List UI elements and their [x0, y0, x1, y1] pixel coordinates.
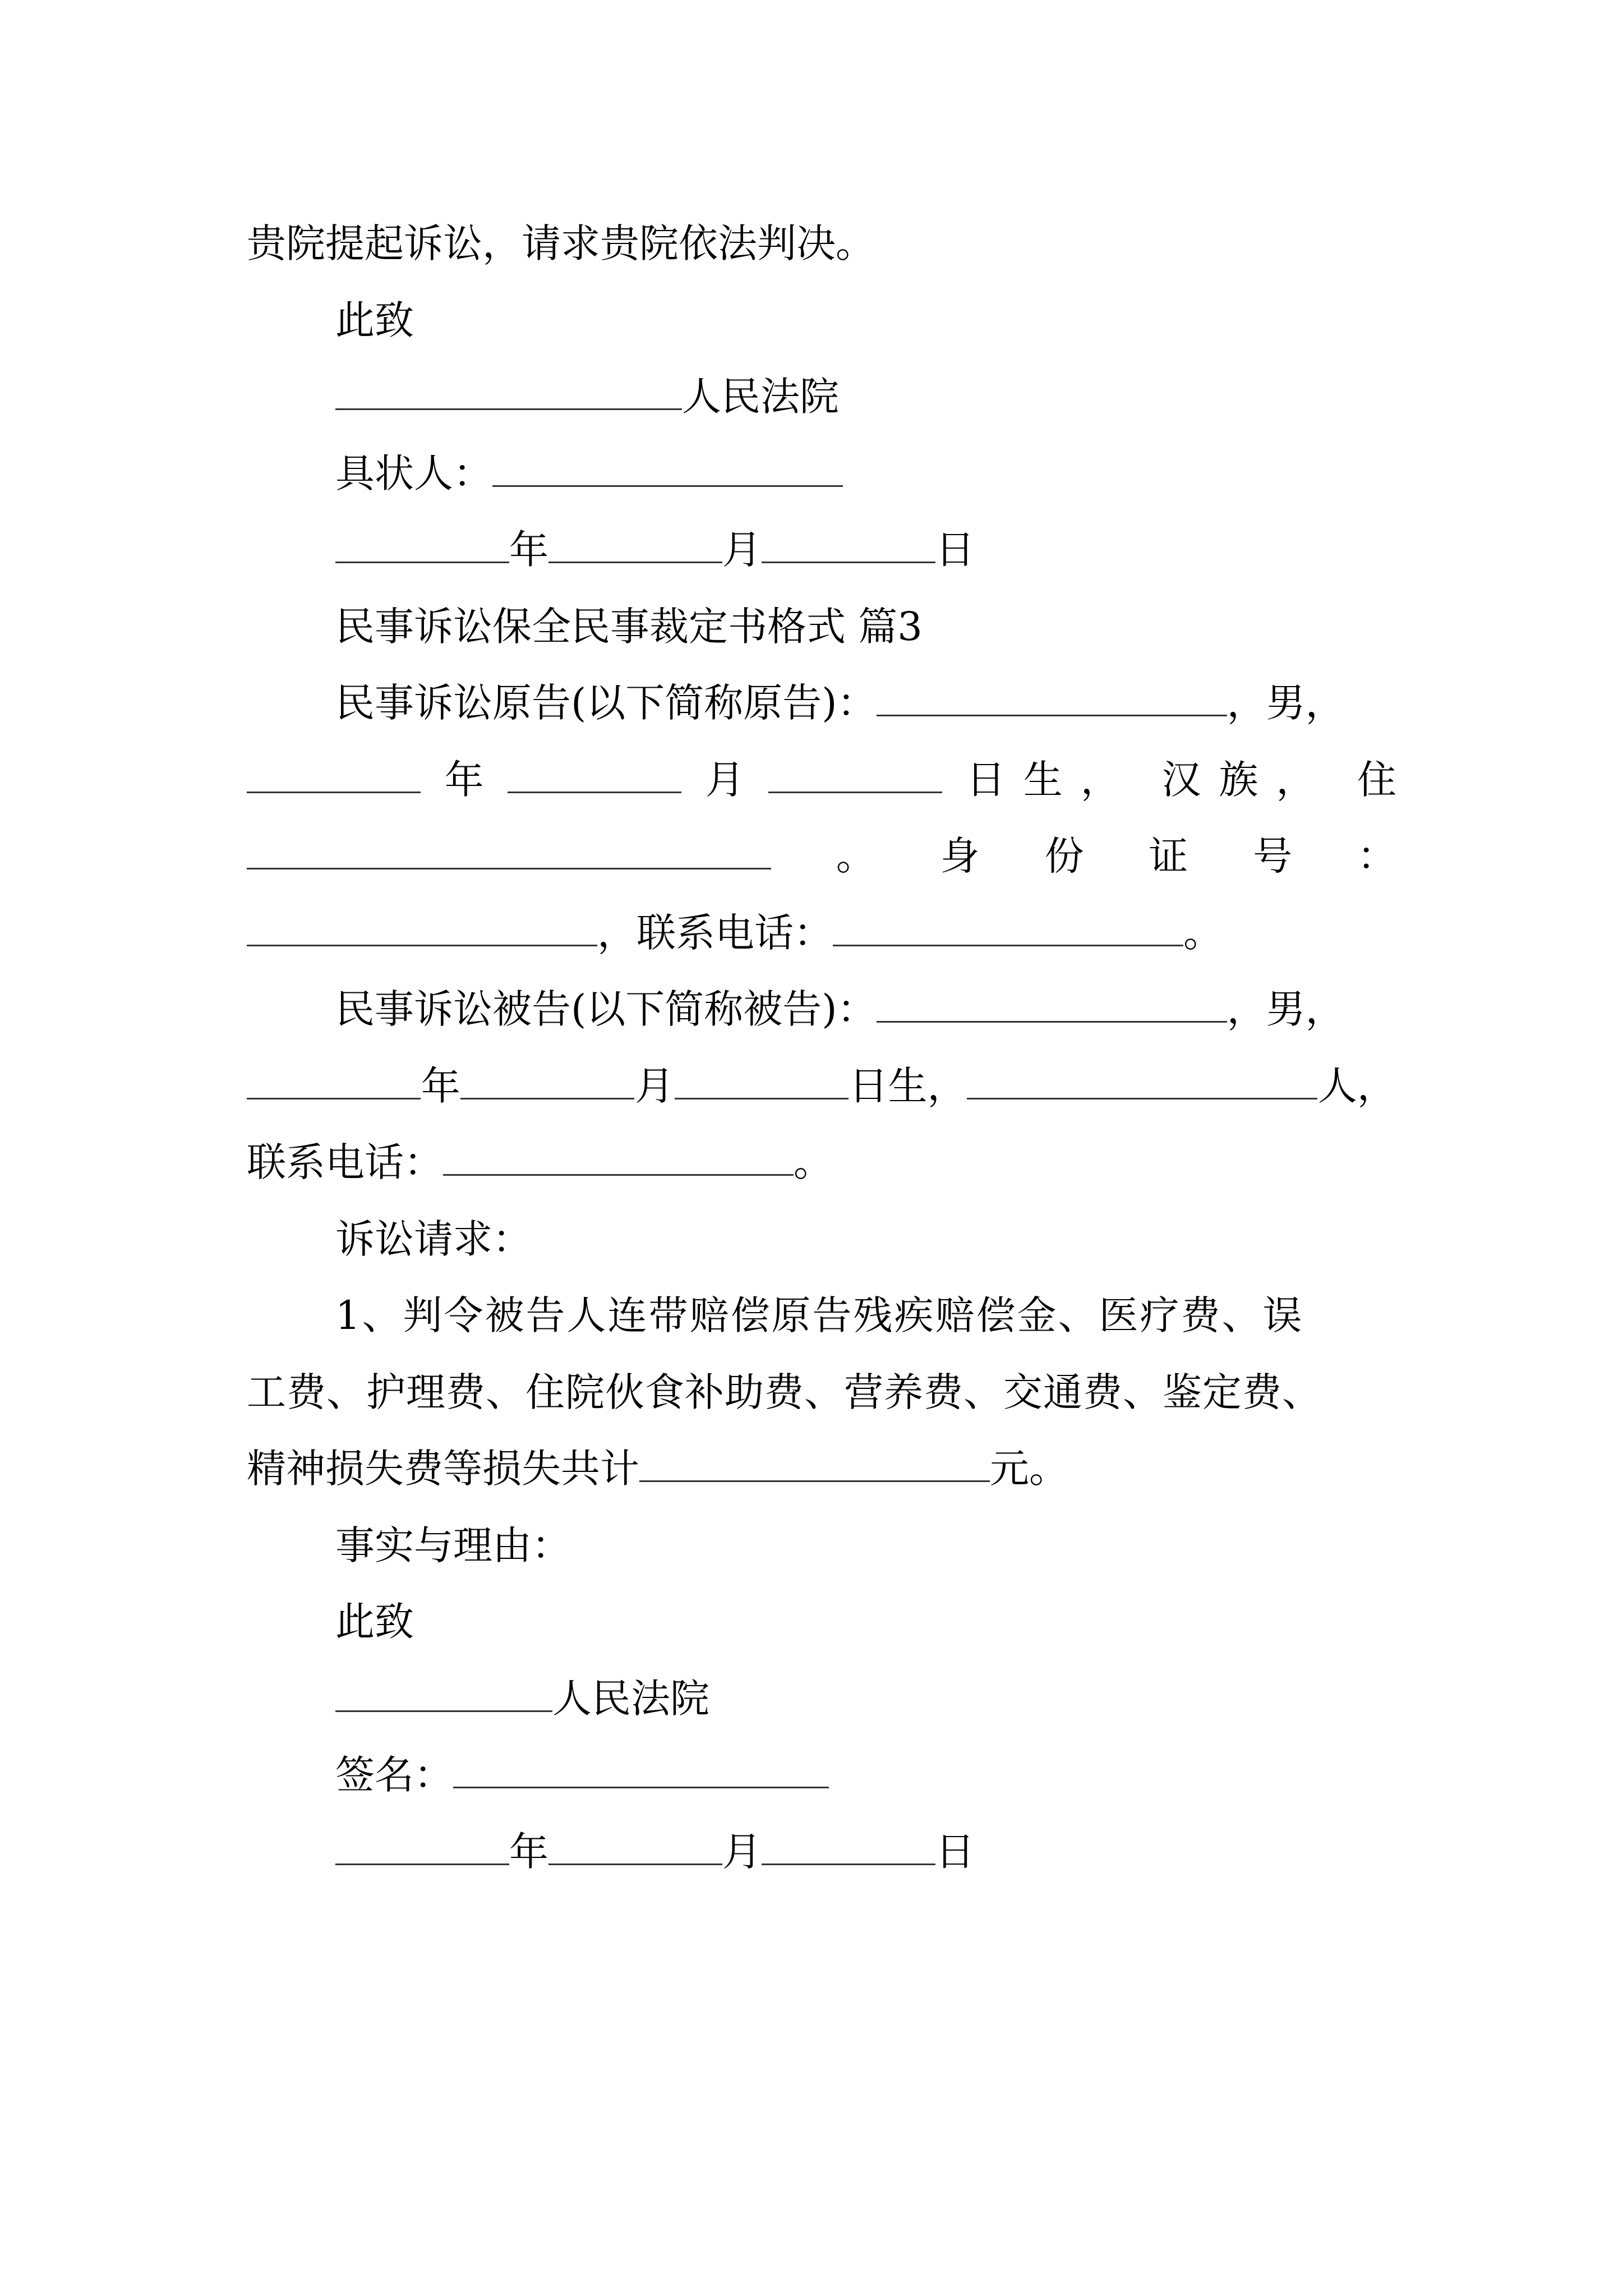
text-line	[247, 1591, 1396, 1652]
blank-line[interactable]	[247, 829, 771, 869]
plaintiff-line	[247, 673, 1396, 733]
text-line	[247, 213, 1396, 274]
day-label: 日	[935, 1829, 975, 1875]
salutation: 此致	[335, 297, 414, 343]
blank-line[interactable]	[762, 522, 935, 563]
defendant-label: 民事诉讼被告(以下简称被告)：	[335, 986, 877, 1032]
defendant-line	[247, 979, 1396, 1039]
closing-sentence: 贵院提起诉讼，请求贵院依法判决。	[247, 220, 875, 266]
year-label: 年	[421, 1063, 460, 1109]
plaintiff-sign-line	[247, 443, 1396, 504]
claim-text: 工费、护理费、住院伙食补助费、营养费、交通费、鉴定费、	[247, 1369, 1322, 1415]
signature-label: 签名：	[335, 1752, 453, 1798]
blank-line[interactable]	[335, 1671, 552, 1712]
salutation: 此致	[335, 1599, 414, 1645]
section-title-text: 民事诉讼保全民事裁定书格式 篇3	[335, 604, 923, 650]
claim-line	[247, 1438, 1396, 1499]
month-label: 月	[722, 527, 762, 573]
ethnicity-text: 汉族，	[1161, 757, 1334, 803]
text-line	[247, 290, 1396, 351]
signature-line	[247, 1745, 1396, 1805]
year-label: 年	[444, 757, 484, 803]
id-char: 号	[1253, 833, 1293, 879]
residence-label: 住	[1357, 757, 1396, 803]
month-label: 月	[635, 1063, 675, 1109]
blank-line[interactable]	[508, 752, 681, 793]
blank-line[interactable]	[460, 1059, 634, 1099]
id-char: 身	[940, 833, 980, 879]
day-label: 日	[935, 527, 975, 573]
blank-line[interactable]	[443, 1135, 794, 1176]
blank-line[interactable]	[247, 752, 421, 793]
month-label: 月	[705, 757, 745, 803]
blank-line[interactable]	[492, 446, 843, 487]
phone-label: ，联系电话：	[597, 910, 833, 956]
yuan-text: 元。	[990, 1446, 1068, 1492]
born-text: 日生，	[966, 757, 1138, 803]
phone-label: 联系电话：	[247, 1139, 443, 1185]
court-label: 人民法院	[682, 374, 839, 420]
id-char: 份	[1044, 833, 1084, 879]
claim-line	[247, 1285, 1396, 1346]
claims-label: 诉讼请求：	[335, 1216, 532, 1262]
defendant-phone-line	[247, 1132, 1396, 1193]
person-text: 人，	[1317, 1063, 1396, 1109]
plaintiff-birth-line	[247, 749, 1396, 810]
blank-line[interactable]	[833, 905, 1183, 946]
born-text: 日生，	[849, 1063, 967, 1109]
blank-line[interactable]	[247, 1059, 421, 1099]
id-char: ：	[1357, 833, 1396, 879]
court-line	[247, 1668, 1396, 1729]
blank-line[interactable]	[768, 752, 942, 793]
defendant-birth-line	[247, 1056, 1396, 1116]
blank-line[interactable]	[967, 1059, 1317, 1099]
id-line	[247, 826, 1396, 886]
court-line	[247, 366, 1396, 427]
period-text: 。	[794, 1139, 833, 1185]
date-line	[247, 1821, 1396, 1882]
signer-label: 具状人：	[335, 450, 492, 496]
plaintiff-phone-line	[247, 903, 1396, 963]
blank-line[interactable]	[762, 1824, 935, 1865]
claim-line	[247, 1362, 1396, 1423]
year-label: 年	[509, 527, 548, 573]
blank-line[interactable]	[877, 982, 1227, 1023]
plaintiff-label: 民事诉讼原告(以下简称原告)：	[335, 680, 877, 726]
period-text: 。	[1183, 910, 1223, 956]
blank-line[interactable]	[335, 369, 682, 410]
date-line	[247, 519, 1396, 580]
claim-text: 精神损失费等损失共计	[247, 1446, 639, 1492]
blank-line[interactable]	[247, 905, 597, 946]
blank-line[interactable]	[548, 522, 722, 563]
court-label: 人民法院	[552, 1676, 709, 1722]
blank-line[interactable]	[877, 675, 1227, 716]
claim-text: 1、判令被告人连带赔偿原告残疾赔偿金、医疗费、误	[335, 1292, 1304, 1338]
id-char: 证	[1149, 833, 1188, 879]
blank-line[interactable]	[335, 522, 509, 563]
blank-line[interactable]	[675, 1059, 849, 1099]
year-label: 年	[509, 1829, 548, 1875]
period-text: 。	[836, 833, 875, 879]
gender-text: ，男，	[1227, 986, 1345, 1032]
blank-line[interactable]	[335, 1824, 509, 1865]
blank-line[interactable]	[639, 1441, 990, 1482]
facts-heading	[247, 1515, 1396, 1576]
claims-heading	[247, 1209, 1396, 1269]
blank-line[interactable]	[548, 1824, 722, 1865]
blank-line[interactable]	[453, 1747, 829, 1788]
section-title	[247, 596, 1396, 657]
month-label: 月	[722, 1829, 762, 1875]
gender-text: ，男，	[1227, 680, 1345, 726]
facts-label: 事实与理由：	[335, 1522, 571, 1568]
